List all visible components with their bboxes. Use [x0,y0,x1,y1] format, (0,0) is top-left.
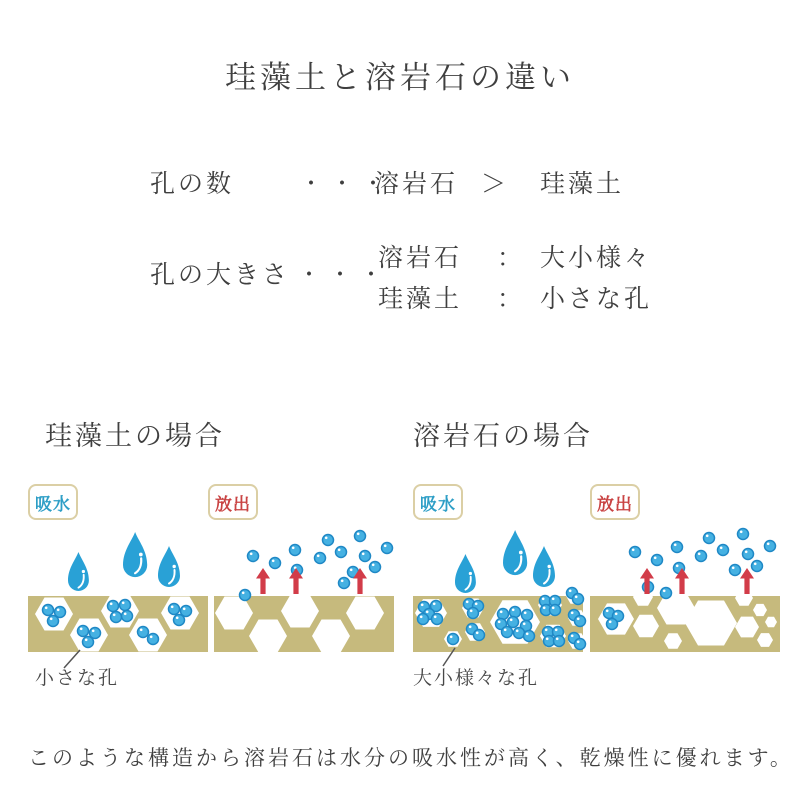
page-title: 珪藻土と溶岩石の違い [225,60,575,95]
water-drop-icon [68,552,89,591]
water-drop-icon [123,532,147,577]
section-heading-diatomite: 珪藻土の場合 [45,421,225,451]
water-particle-icon [83,637,94,648]
water-particle-icon [448,634,459,645]
water-particle-icon [270,558,281,569]
water-particle-icon [718,545,729,556]
water-particle-icon [240,590,251,601]
water-particle-icon [524,631,535,642]
row2-dots: ・・・ [298,262,392,287]
water-particle-icon [554,636,565,647]
diagram-lava [413,480,780,700]
water-particle-icon [78,626,89,637]
water-particle-icon [169,604,180,615]
water-particle-icon [370,562,381,573]
row1-operator: ＞ [481,170,510,198]
row1-label: 孔の数 [150,170,235,198]
row2-label: 孔の大きさ [150,261,291,289]
water-particle-icon [575,616,586,627]
absorb-badge [28,484,78,520]
footer-note: このような構造から溶岩石は水分の吸水性が高く、乾燥性に優れます。 [28,747,794,770]
water-particle-icon [743,549,754,560]
section-heading-lava: 溶岩石の場合 [413,421,593,451]
water-particle-icon [738,529,749,540]
water-particle-icon [573,594,584,605]
water-particle-icon [575,639,586,650]
absorb-badge-label: 吸水 [35,494,71,514]
water-particle-icon [138,627,149,638]
water-particle-icon [522,610,533,621]
row2-item1-name: 溶岩石 [378,244,463,272]
pore-size-label: 小さな孔 [35,668,120,689]
water-particle-icon [498,609,509,620]
row2-item2-value: 小さな孔 [540,285,653,313]
up-arrow-icon [256,568,270,594]
row2-item1-value: 大小様々 [540,244,653,272]
row1-left-term: 溶岩石 [374,170,459,198]
water-particle-icon [120,600,131,611]
row1-dots: ・・・ [300,171,394,196]
water-particle-icon [339,578,350,589]
up-arrow-icon [740,568,754,594]
water-particle-icon [418,614,429,625]
water-particle-icon [336,547,347,558]
water-particle-icon [248,551,259,562]
absorb-badge-label: 吸水 [420,494,456,514]
release-badge [208,484,258,520]
water-particle-icon [550,605,561,616]
water-particle-icon [752,561,763,572]
release-badge-label: 放出 [215,494,251,514]
water-particle-icon [355,531,366,542]
absorb-badge [413,484,463,520]
water-drop-icon [503,530,527,575]
water-particle-icon [696,551,707,562]
water-particle-icon [48,616,59,627]
water-particle-icon [765,541,776,552]
release-badge-label: 放出 [597,494,633,514]
water-particle-icon [174,615,185,626]
water-particle-icon [290,545,301,556]
water-particle-icon [468,608,479,619]
row2-item2-name: 珪藻土 [378,285,463,313]
water-particle-icon [148,634,159,645]
water-drop-icon [455,554,476,593]
water-particle-icon [652,555,663,566]
water-particle-icon [704,533,715,544]
water-particle-icon [508,617,519,628]
row2-item1-colon: ： [497,244,526,272]
pore-size-label: 大小様々な孔 [413,668,540,689]
water-particle-icon [315,553,326,564]
water-particle-icon [43,605,54,616]
water-particle-icon [432,614,443,625]
water-particle-icon [323,535,334,546]
water-particle-icon [510,607,521,618]
row2-item2-colon: ： [497,285,526,313]
water-particle-icon [607,619,618,630]
water-particle-icon [382,543,393,554]
water-particle-icon [630,547,641,558]
row1-right-term: 珪藻土 [540,170,625,198]
release-badge [590,484,640,520]
water-particle-icon [360,551,371,562]
water-particle-icon [502,627,513,638]
water-particle-icon [661,588,672,599]
water-particle-icon [672,542,683,553]
water-drop-icon [158,546,180,587]
water-particle-icon [108,601,119,612]
water-particle-icon [111,612,122,623]
water-particle-icon [474,630,485,641]
water-drop-icon [533,546,555,587]
water-particle-icon [730,565,741,576]
water-particle-icon [122,611,133,622]
diagram-diatomite [28,480,394,700]
